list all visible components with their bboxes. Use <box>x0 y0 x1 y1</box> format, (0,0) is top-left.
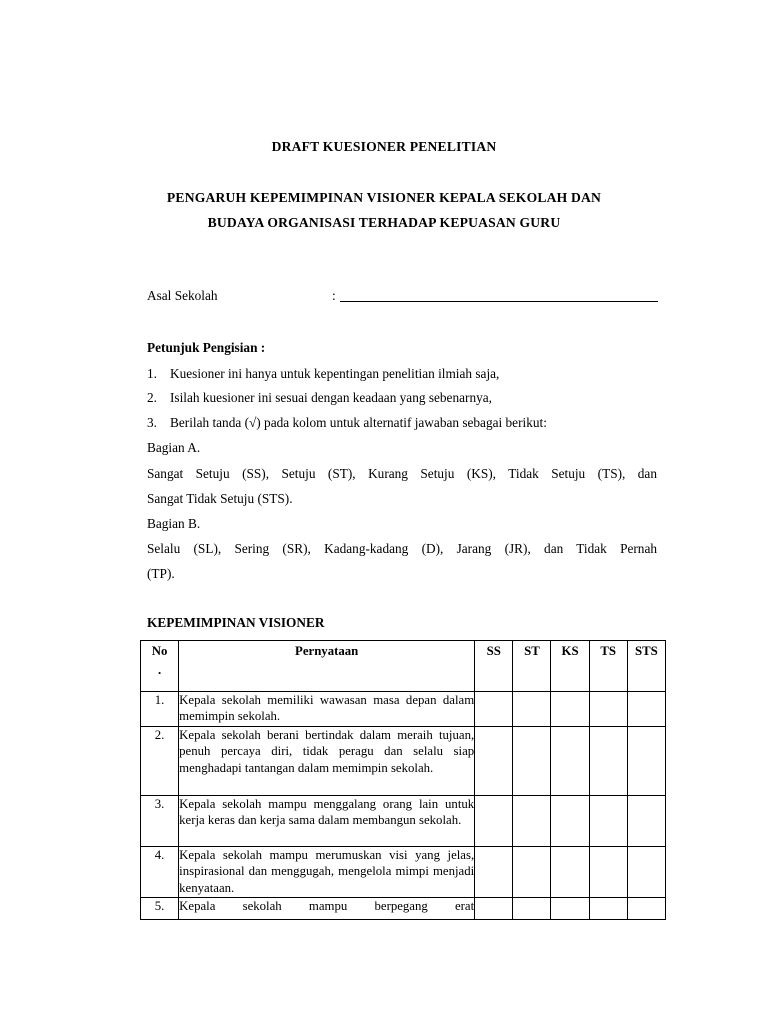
row-number: 2. <box>141 727 179 796</box>
part-a-options-line-2: Sangat Tidak Setuju (STS). <box>147 491 293 506</box>
instruction-number: 3. <box>147 415 157 430</box>
table-row <box>141 727 666 796</box>
header-ks: KS <box>551 641 589 692</box>
answer-cell-ss[interactable] <box>475 847 513 898</box>
school-origin-field[interactable] <box>340 301 658 302</box>
school-origin-colon: : <box>332 288 336 303</box>
answer-cell-sts[interactable] <box>627 898 665 920</box>
row-number: 3. <box>141 796 179 847</box>
part-b-options-line-1: Selalu (SL), Sering (SR), Kadang-kadang (D), Jarang (JR), dan Tidak Pernah <box>147 541 657 556</box>
answer-cell-ks[interactable] <box>551 847 589 898</box>
row-statement: Kepala sekolah mampu merumuskan visi yang jelas, inspirasional dan menggugah, mengelola mimpi menjadi kenyataan. <box>179 847 475 898</box>
header-sts: STS <box>627 641 665 692</box>
answer-cell-ts[interactable] <box>589 796 627 847</box>
instruction-number: 1. <box>147 366 157 381</box>
header-no <box>141 641 179 692</box>
answer-cell-sts[interactable] <box>627 796 665 847</box>
table-header-row <box>141 641 666 692</box>
answer-cell-ts[interactable] <box>589 898 627 920</box>
answer-cell-ts[interactable] <box>589 727 627 796</box>
instruction-text: Berilah tanda (√) pada kolom untuk alternatif jawaban sebagai berikut: <box>170 415 547 430</box>
answer-cell-ks[interactable] <box>551 796 589 847</box>
answer-cell-ks[interactable] <box>551 727 589 796</box>
instruction-text: Isilah kuesioner ini sesuai dengan keadaan yang sebenarnya, <box>170 390 492 405</box>
header-no-line-2: . <box>157 663 162 677</box>
answer-cell-st[interactable] <box>513 796 551 847</box>
header-ss: SS <box>475 641 513 692</box>
header-st: ST <box>513 641 551 692</box>
questionnaire-table <box>140 640 666 920</box>
answer-cell-st[interactable] <box>513 898 551 920</box>
answer-cell-sts[interactable] <box>627 847 665 898</box>
answer-cell-ss[interactable] <box>475 692 513 727</box>
part-b-options-line-2: (TP). <box>147 566 175 581</box>
table-row <box>141 847 666 898</box>
instruction-item <box>147 415 547 431</box>
instruction-number: 2. <box>147 390 157 405</box>
header-statement: Pernyataan <box>179 641 475 692</box>
research-title-line-1: PENGARUH KEPEMIMPINAN VISIONER KEPALA SEKOLAH DAN <box>166 190 602 205</box>
instructions-heading: Petunjuk Pengisian : <box>147 340 266 355</box>
answer-cell-st[interactable] <box>513 692 551 727</box>
table-row <box>141 692 666 727</box>
research-title-line-2: BUDAYA ORGANISASI TERHADAP KEPUASAN GURU <box>207 215 561 230</box>
document-title: DRAFT KUESIONER PENELITIAN <box>271 139 497 154</box>
row-statement: Kepala sekolah berani bertindak dalam meraih tujuan, penuh percaya diri, tidak peragu dan selalu siap menghadapi tantangan dalam memimpin sekolah. <box>179 727 475 796</box>
answer-cell-ss[interactable] <box>475 898 513 920</box>
table-row <box>141 796 666 847</box>
instruction-item <box>147 390 492 406</box>
row-number: 5. <box>141 898 179 920</box>
header-no-line-1: No <box>151 644 168 658</box>
header-ts: TS <box>589 641 627 692</box>
instruction-text: Kuesioner ini hanya untuk kepentingan penelitian ilmiah saja, <box>170 366 500 381</box>
table-row <box>141 898 666 920</box>
part-a-label: Bagian A. <box>147 440 201 455</box>
row-statement: Kepala sekolah mampu menggalang orang lain untuk kerja keras dan kerja sama dalam membangun sekolah. <box>179 796 475 847</box>
answer-cell-st[interactable] <box>513 847 551 898</box>
row-statement: Kepala sekolah memiliki wawasan masa depan dalam memimpin sekolah. <box>179 692 475 727</box>
answer-cell-ts[interactable] <box>589 692 627 727</box>
answer-cell-sts[interactable] <box>627 692 665 727</box>
answer-cell-sts[interactable] <box>627 727 665 796</box>
row-statement: Kepala sekolah mampu berpegang erat <box>179 898 475 920</box>
school-origin-label: Asal Sekolah <box>147 288 218 303</box>
answer-cell-st[interactable] <box>513 727 551 796</box>
answer-cell-ks[interactable] <box>551 692 589 727</box>
answer-cell-ss[interactable] <box>475 727 513 796</box>
row-number: 4. <box>141 847 179 898</box>
instruction-item <box>147 366 499 382</box>
answer-cell-ss[interactable] <box>475 796 513 847</box>
section-title: KEPEMIMPINAN VISIONER <box>147 615 325 630</box>
answer-cell-ks[interactable] <box>551 898 589 920</box>
row-number: 1. <box>141 692 179 727</box>
part-b-label: Bagian B. <box>147 516 201 531</box>
answer-cell-ts[interactable] <box>589 847 627 898</box>
part-a-options-line-1: Sangat Setuju (SS), Setuju (ST), Kurang Setuju (KS), Tidak Setuju (TS), dan <box>147 466 657 481</box>
